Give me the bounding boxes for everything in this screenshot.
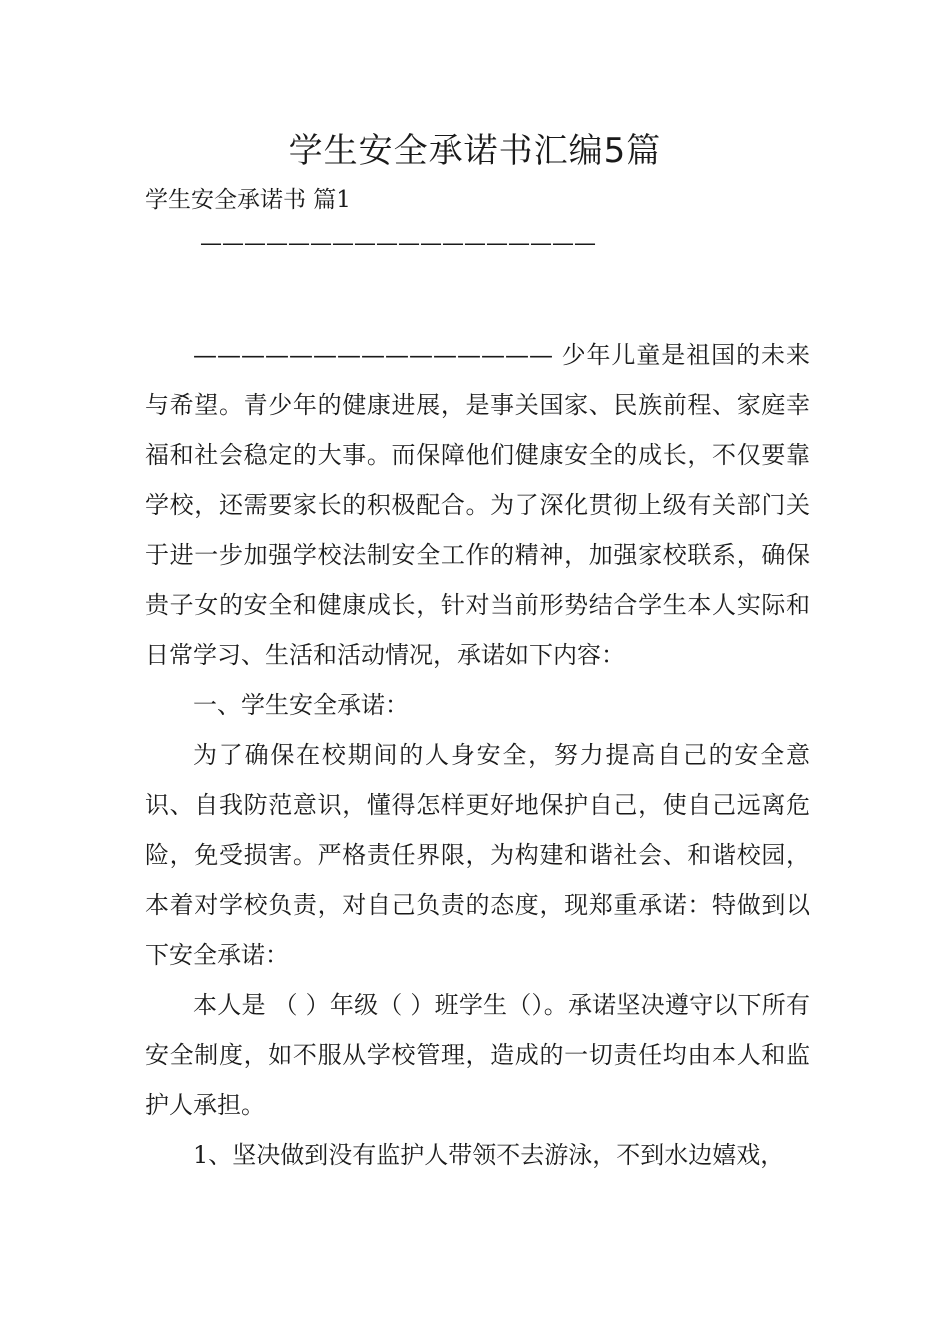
paragraph-purpose: 为了确保在校期间的人身安全，努力提高自己的安全意识、自我防范意识，懂得怎样更好地保护自己，使自己远离危险，免受损害。严格责任界限，为构建和谐社会、和谐校园，本着对学校负责，对自己负责的态度，现郑重承诺：特做到以下安全承诺： bbox=[145, 741, 810, 969]
separator-line: —————————————————— bbox=[200, 231, 596, 256]
document-title: 学生安全承诺书汇编5篇 bbox=[288, 131, 662, 171]
section-heading-student-promise: 一、学生安全承诺： bbox=[193, 691, 409, 719]
paragraph-item-1: 1、坚决做到没有监护人带领不去游泳，不到水边嬉戏， bbox=[193, 1141, 785, 1169]
paragraph-identity: 本人是 （ ）年级（ ）班学生（）。承诺坚决遵守以下所有安全制度，如不服从学校管理，造成的一切责任均由本人和监护人承担。 bbox=[145, 991, 810, 1119]
paragraph-intro: ——————————————— 少年儿童是祖国的未来与希望。青少年的健康进展，是事关国家、民族前程、家庭幸福和社会稳定的大事。而保障他们健康安全的成长，不仅要靠学校，还需要家长的积极配合。为了深化贯彻上级有关部门关于进一步加强学校法制安全工作的精神，加强家校联系，确保贵子女的安全和健康成长，针对当前形势结合学生本人实际和日常学习、生活和活动情况，承诺如下内容： bbox=[145, 341, 810, 669]
document-subtitle: 学生安全承诺书 篇1 bbox=[145, 187, 351, 213]
document-body bbox=[145, 330, 810, 1180]
